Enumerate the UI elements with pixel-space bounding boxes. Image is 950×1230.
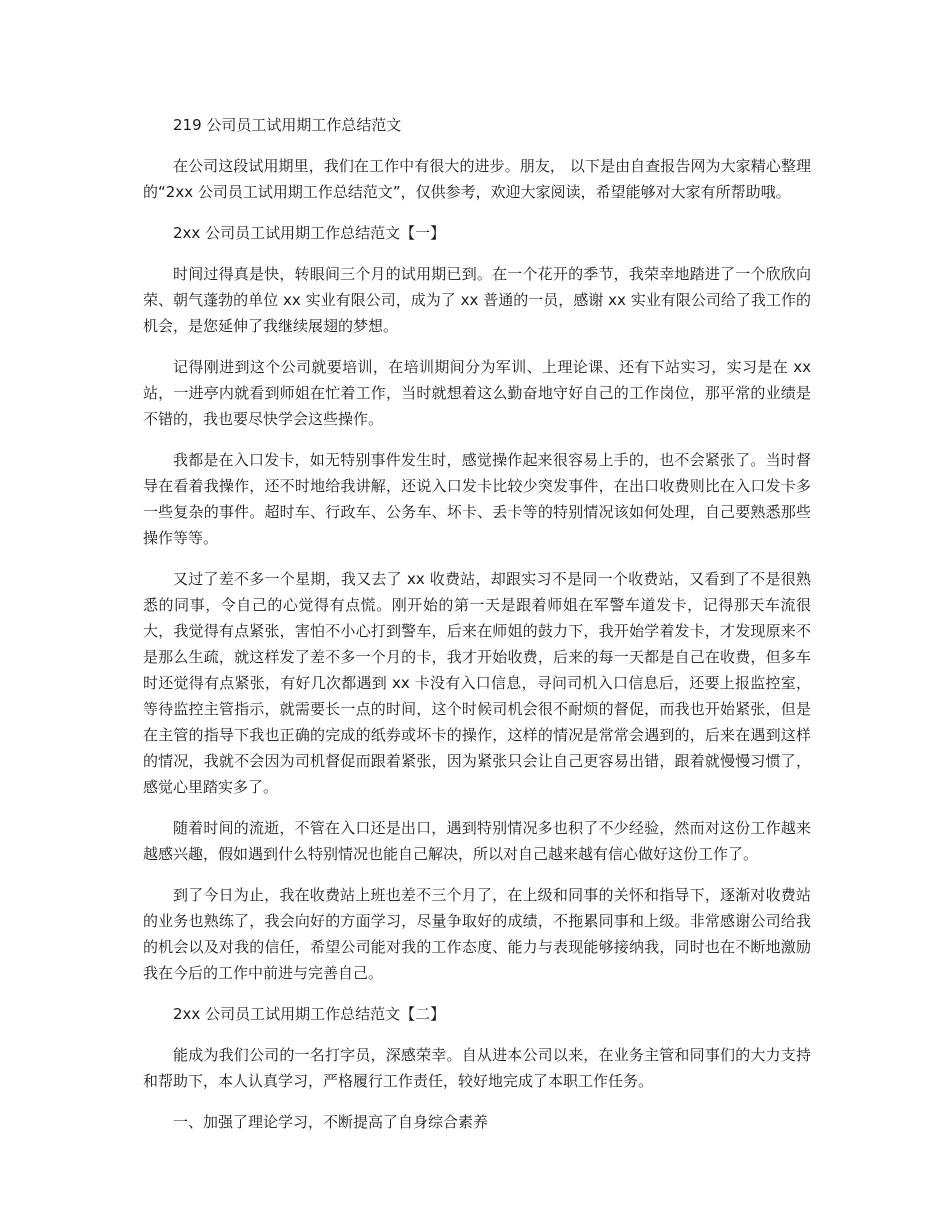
section-one-paragraph-5: 随着时间的流逝，不管在入口还是出口，遇到特别情况多也积了不少经验，然而对这份工作越来越感兴趣，假如遇到什么特别情况也能自己解决，所以对自己越来越有信心做好这份工作了。 — [143, 819, 811, 863]
section-two-subheading: 一、加强了理论学习，不断提高了自身综合素养 — [173, 1113, 489, 1131]
section-two-heading: 2xx 公司员工试用期工作总结范文【二】 — [173, 1005, 446, 1023]
section-one-paragraph-1: 时间过得真是快，转眼间三个月的试用期已到。在一个花开的季节，我荣幸地踏进了一个欣欣向荣、朝气蓬勃的单位 xx 实业有限公司，成为了 xx 普通的一员，感谢 xx 实业有限公司给了我工作的机会，是您延伸了我继续展翅的梦想。 — [143, 265, 811, 335]
section-one-paragraph-6: 到了今日为止，我在收费站上班也差不三个月了，在上级和同事的关怀和指导下，逐渐对收费站的业务也熟练了，我会向好的方面学习，尽量争取好的成绩，不拖累同事和上级。非常感谢公司给我的机会以及对我的信任，希望公司能对我的工作态度、能力与表现能够接纳我，同时也在不断地激励我在今后的工作中前进与完善自己。 — [143, 886, 811, 982]
document-title: 219 公司员工试用期工作总结范文 — [173, 116, 402, 134]
section-one-heading: 2xx 公司员工试用期工作总结范文【一】 — [173, 224, 446, 242]
section-one-paragraph-4: 又过了差不多一个星期，我又去了 xx 收费站，却跟实习不是同一个收费站，又看到了不是很熟悉的同事，令自己的心觉得有点慌。刚开始的第一天是跟着师姐在军警车道发卡，记得那天车流很大，我觉得有点紧张，害怕不小心打到警车，后来在师姐的鼓力下，我开始学着发卡，才发现原来不是那么生疏，就这样发了差不多一个月的卡，我才开始收费，后来的每一天都是自己在收费，但多车时还觉得有点紧张，有好几次都遇到 xx 卡没有入口信息，寻问司机入口信息后，还要上报监控室，等待监控主管指示，就需要长一点的时间，这个时候司机会很不耐烦的督促，而我也开始紧张，但是在主管的指导下我也正确的完成的纸券或坏卡的操作，这样的情况是常常会遇到的，后来在遇到这样的情况，我就不会因为司机督促而跟着紧张，因为紧张只会让自己更容易出错，跟着就慢慢习惯了，感觉心里踏实多了。 — [143, 570, 811, 796]
section-two-paragraph-1: 能成为我们公司的一名打字员，深感荣幸。自从进本公司以来，在业务主管和同事们的大力支持和帮助下，本人认真学习，严格履行工作责任，较好地完成了本职工作任务。 — [143, 1046, 811, 1090]
section-one-paragraph-2: 记得刚进到这个公司就要培训，在培训期间分为军训、上理论课、还有下站实习，实习是在 xx 站，一进亭内就看到师姐在忙着工作，当时就想着这么勤奋地守好自己的工作岗位，那平常的业绩是不错的，我也要尽快学会这些操作。 — [143, 358, 811, 428]
document-page — [143, 112, 811, 1150]
section-one-paragraph-3: 我都是在入口发卡，如无特别事件发生时，感觉操作起来很容易上手的，也不会紧张了。当时督导在看着我操作，还不时地给我讲解，还说入口发卡比较少突发事件，在出口收费则比在入口发卡多一些复杂的事件。超时车、行政车、公务车、坏卡、丢卡等的特别情况该如何处理，自己要熟悉那些操作等等。 — [143, 451, 811, 547]
intro-paragraph: 在公司这段试用期里，我们在工作中有很大的进步。朋友， 以下是由自查报告网为大家精心整理的“2xx 公司员工试用期工作总结范文”，仅供参考，欢迎大家阅读，希望能够对大家有所帮助哦。 — [143, 157, 811, 201]
